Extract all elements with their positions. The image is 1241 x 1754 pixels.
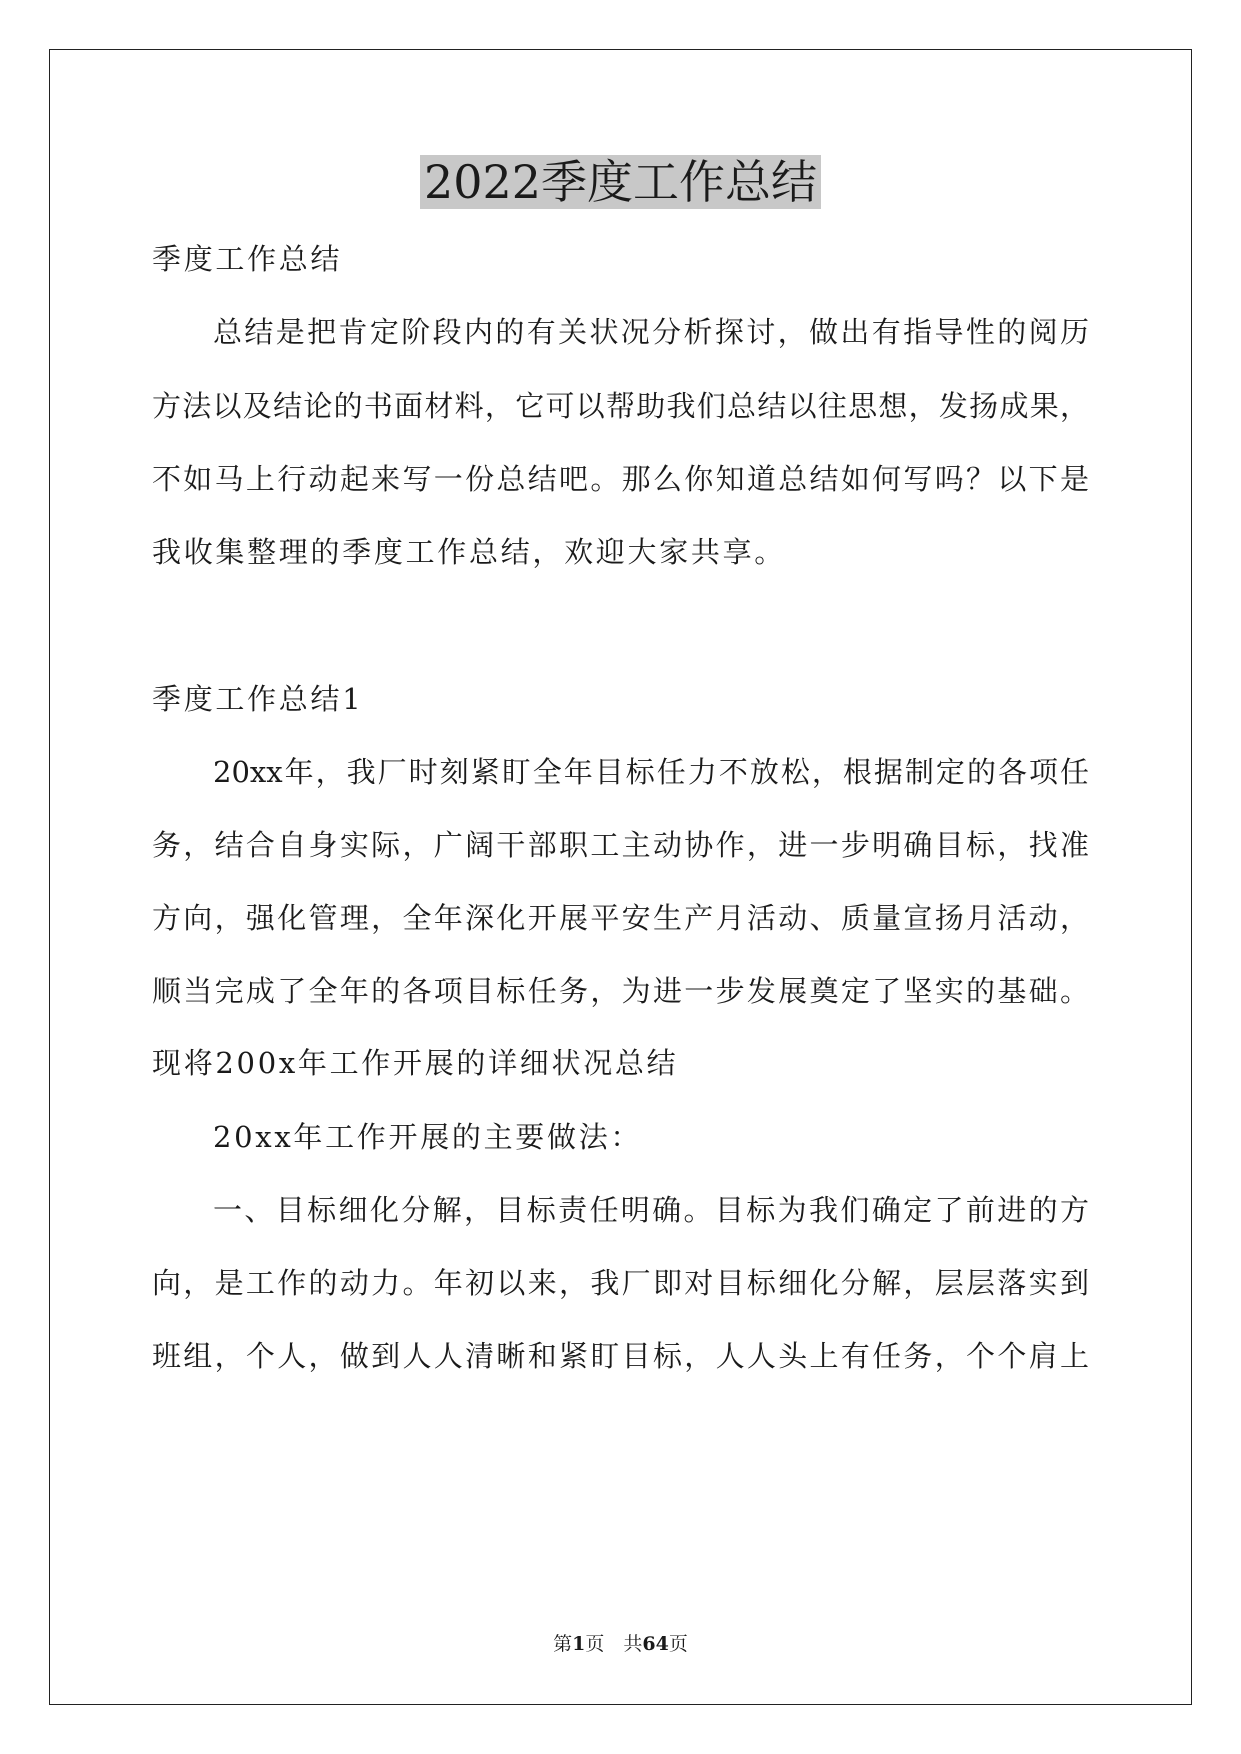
paragraph-line: 方法以及结论的书面材料，它可以帮助我们总结以往思想，发扬成果， <box>152 389 1089 423</box>
paragraph-line: 方向，强化管理，全年深化开展平安生产月活动、质量宣扬月活动， <box>152 901 1089 935</box>
document-title-text: 2022季度工作总结 <box>420 155 821 209</box>
footer-mid: 页 共 <box>585 1633 643 1655</box>
paragraph-line: 班组，个人，做到人人清晰和紧盯目标，人人头上有任务，个个肩上 <box>152 1339 1089 1373</box>
document-title <box>0 152 1241 212</box>
paragraph-line: 20xx年工作开展的主要做法： <box>213 1120 643 1154</box>
paragraph-line: 我收集整理的季度工作总结，欢迎大家共享。 <box>152 535 787 569</box>
current-page-number: 1 <box>572 1633 586 1655</box>
paragraph-line: 顺当完成了全年的各项目标任务，为进一步发展奠定了坚实的基础。 <box>152 974 1089 1008</box>
section-heading: 季度工作总结 <box>152 242 343 276</box>
paragraph-line: 现将200x年工作开展的详细状况总结 <box>152 1046 679 1080</box>
paragraph-line: 向，是工作的动力。年初以来，我厂即对目标细化分解，层层落实到 <box>152 1266 1089 1300</box>
paragraph-line: 一、目标细化分解，目标责任明确。目标为我们确定了前进的方 <box>213 1193 1089 1227</box>
paragraph-line: 不如马上行动起来写一份总结吧。那么你知道总结如何写吗？以下是 <box>152 462 1089 496</box>
footer-suffix: 页 <box>668 1633 688 1655</box>
page-border <box>49 49 1192 1705</box>
paragraph-line: 务，结合自身实际，广阔干部职工主动协作，进一步明确目标，找准 <box>152 828 1089 862</box>
page-footer <box>0 1632 1241 1656</box>
total-page-count: 64 <box>642 1633 669 1655</box>
paragraph-line: 20xx年，我厂时刻紧盯全年目标任力不放松，根据制定的各项任 <box>213 755 1089 789</box>
section-heading: 季度工作总结1 <box>152 682 364 716</box>
paragraph-line: 总结是把肯定阶段内的有关状况分析探讨，做出有指导性的阅历 <box>213 315 1089 349</box>
footer-prefix: 第 <box>553 1633 573 1655</box>
